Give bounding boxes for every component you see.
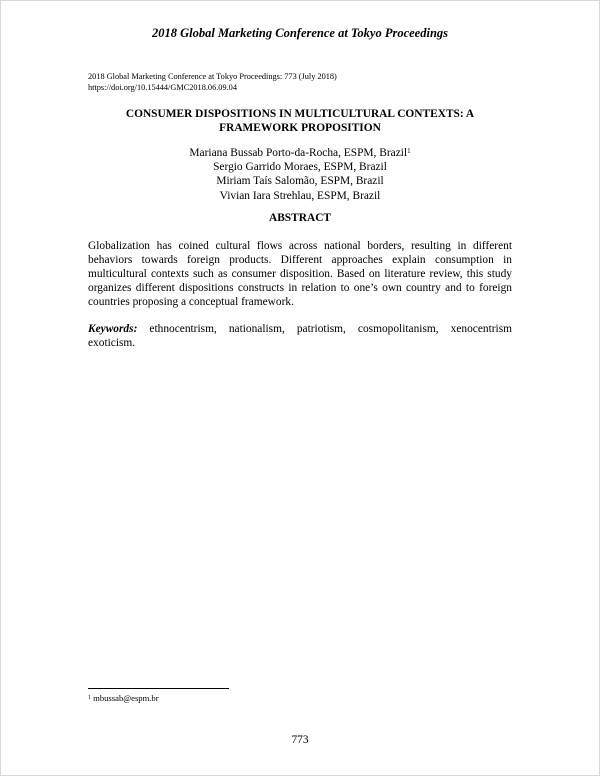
keywords-label: Keywords: xyxy=(88,323,138,335)
footnote-email[interactable]: mbussab@espm.br xyxy=(93,693,159,703)
doi-link[interactable]: https://doi.org/10.15444/GMC2018.06.09.04 xyxy=(88,83,237,92)
footnote-number: 1 xyxy=(88,695,91,701)
author-line: Vivian Iara Strehlau, ESPM, Brazil xyxy=(219,189,381,202)
author-line xyxy=(88,146,512,160)
citation-line: 2018 Global Marketing Conference at Tokyo Proceedings: 773 (July 2018) xyxy=(88,72,337,81)
page-number: 773 xyxy=(291,734,309,746)
author-name: Mariana Bussab Porto-da-Rocha, ESPM, Brazil xyxy=(189,147,408,159)
running-header: 2018 Global Marketing Conference at Tokyo Proceedings xyxy=(151,26,449,40)
abstract-text: Globalization has coined cultural flows across national borders, resulting in different behaviors towards foreign products. Different approaches explain consumption in multicultural contexts such as consumer disposition. Based on literature review, this study organizes different dispositions constructs in relation to one’s own country and to foreign countries proposing a conceptual framework. xyxy=(88,240,512,309)
keywords-list: ethnocentrism, nationalism, patriotism, cosmopolitanism, xenocentrism exoticism. xyxy=(88,323,512,350)
citation-block xyxy=(88,71,337,93)
keywords-paragraph xyxy=(88,322,512,350)
author-list xyxy=(88,146,512,203)
paper-title-line-2: FRAMEWORK PROPOSITION xyxy=(219,122,381,134)
paper-title xyxy=(88,107,512,135)
paper-title-line-1: CONSUMER DISPOSITIONS IN MULTICULTURAL CONTEXTS: A xyxy=(125,108,475,120)
footnote xyxy=(88,693,159,704)
footnote-divider xyxy=(88,688,229,689)
author-line: Sergio Garrido Moraes, ESPM, Brazil xyxy=(213,161,387,174)
abstract-heading: ABSTRACT xyxy=(268,212,332,224)
author-line: Miriam Taís Salomão, ESPM, Brazil xyxy=(216,175,384,188)
footnote-mark[interactable]: 1 xyxy=(407,147,411,155)
